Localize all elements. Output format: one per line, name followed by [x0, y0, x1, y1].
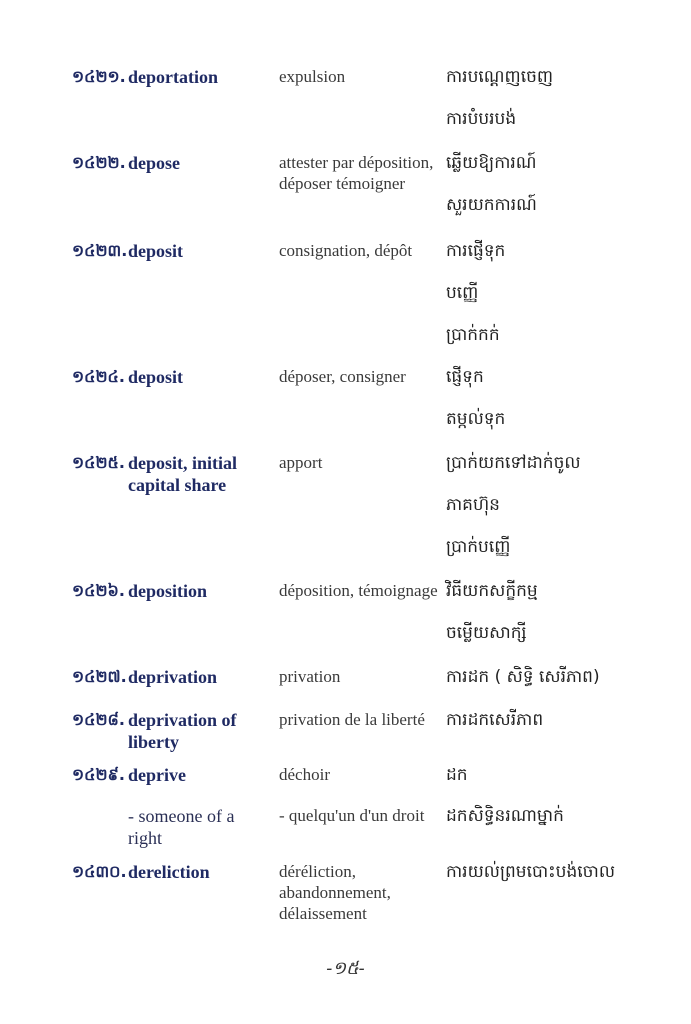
page-number: -១៥-	[326, 958, 365, 979]
khmer-line: ការផ្ញើទុក	[446, 241, 506, 261]
french-translation: attester par déposition, déposer témoigner	[279, 153, 434, 193]
english-term: deposit	[128, 367, 184, 387]
khmer-translation	[446, 705, 686, 747]
khmer-translation	[446, 857, 686, 899]
english-term: deprivation	[128, 667, 218, 687]
entry-number: ១៤២៩.	[72, 765, 125, 784]
english-term: depose	[128, 153, 181, 173]
entry-number: ១៤២៨.	[72, 710, 125, 729]
khmer-translation	[446, 362, 686, 446]
french-translation: consignation, dépôt	[279, 241, 413, 260]
english-term: deposit, initial capital share	[128, 453, 238, 495]
khmer-translation	[446, 662, 686, 704]
khmer-line: ការបំបរបង់	[446, 109, 517, 129]
french-translation: déposer, consigner	[279, 367, 406, 386]
entry-number: ១៤២២.	[72, 153, 126, 172]
french-translation: déréliction, abandonnement, délaissement	[279, 862, 391, 923]
khmer-line: ប្រាក់បញ្ញើ	[446, 537, 511, 557]
khmer-line: ភាគហ៊ុន	[446, 495, 500, 515]
entry-number: ១៤២៥.	[72, 453, 125, 472]
entry-number: ១៤២១.	[72, 67, 126, 86]
khmer-translation	[446, 576, 686, 660]
english-term: deportation	[128, 67, 218, 87]
entry-number: ១៤២៦.	[72, 581, 125, 600]
khmer-line: ការដក ( សិទ្ធិ សេរីភាព)	[446, 667, 600, 687]
khmer-line: ចម្លើយសាក្សី	[446, 623, 527, 643]
khmer-line: ប្រាក់កក់	[446, 325, 500, 345]
khmer-line: ដកសិទ្ធិនរណាម្នាក់	[446, 806, 564, 826]
khmer-translation	[446, 236, 686, 362]
entry-number: ១៤២៧.	[72, 667, 127, 686]
khmer-line: តម្កល់ទុក	[446, 409, 506, 429]
khmer-line: ប្រាក់យកទៅដាក់ចូល	[446, 453, 581, 473]
khmer-line: ផ្ញើទុក	[446, 367, 484, 387]
french-translation: expulsion	[279, 67, 346, 86]
khmer-line: ការបណ្តេញចេញ	[446, 67, 554, 87]
khmer-translation	[446, 62, 686, 146]
english-term: deposition	[128, 581, 208, 601]
khmer-line: សួរយកការណ៍	[446, 195, 537, 215]
english-term: deprive	[128, 765, 186, 785]
entry-number: ១៤២៣.	[72, 241, 128, 260]
french-translation: - quelqu'un d'un droit	[279, 806, 425, 825]
french-translation: déchoir	[279, 765, 330, 784]
english-term: deposit	[128, 241, 184, 261]
french-translation: privation	[279, 667, 341, 686]
french-translation: privation de la liberté	[279, 710, 425, 729]
khmer-translation	[446, 760, 686, 802]
french-translation: déposition, témoignage	[279, 581, 438, 600]
entry-number: ១៤២៤.	[72, 367, 125, 386]
khmer-translation	[446, 801, 686, 843]
khmer-line: ឆ្លើយឱ្យការណ៍	[446, 153, 537, 173]
english-subterm: - someone of a right	[128, 806, 235, 848]
khmer-translation	[446, 148, 686, 232]
khmer-line: វិធីយកសក្ខីកម្ម	[446, 581, 538, 601]
khmer-line: ការយល់ព្រមបោះបង់ចោល	[446, 862, 616, 882]
french-translation: apport	[279, 453, 323, 472]
khmer-line: ការដកសេរីភាព	[446, 710, 544, 730]
khmer-translation	[446, 448, 686, 574]
entry-number: ១៤៣០.	[72, 862, 127, 881]
english-term: dereliction	[128, 862, 210, 882]
khmer-line: បញ្ញើ	[446, 283, 479, 303]
english-term: deprivation of liberty	[128, 710, 237, 752]
khmer-line: ដក	[446, 765, 468, 785]
